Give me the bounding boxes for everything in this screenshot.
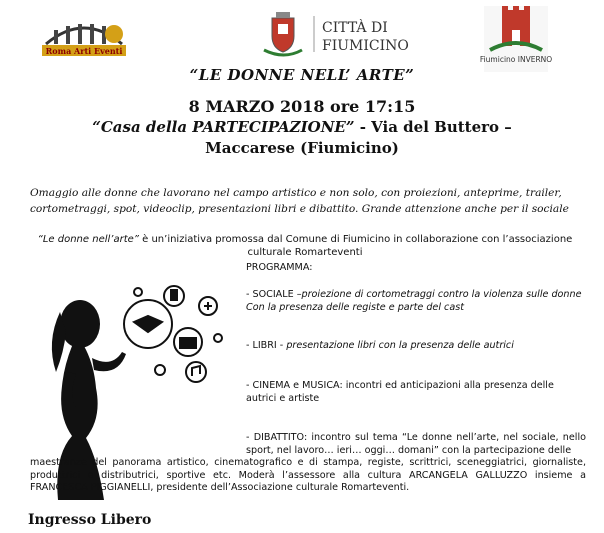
item-label: - SOCIALE – xyxy=(246,289,302,300)
pen-icon xyxy=(204,302,212,310)
free-entry-note: Ingresso Libero xyxy=(28,512,152,528)
venue-name: “Casa della PARTECIPAZIONE” xyxy=(92,118,355,136)
book-icon xyxy=(134,316,162,332)
fiumicino-city-logo xyxy=(258,10,418,58)
programma-item-sociale xyxy=(246,289,586,314)
dibattito-continuation: maestranze del panorama artistico, cinematografico e di stampa, registe, scrittrici, sceneggiatrici, giornaliste, produttrici e distributrici, sportive etc. Moderà l’assessore alla cultura ARCANGELA GALLUZZO insieme a FRANCESCA PIGGIANELLI, presidente dell’Associazione culturale Romarteventi. xyxy=(30,457,586,493)
programma-heading: PROGRAMMA: xyxy=(246,262,313,273)
music-icon xyxy=(192,366,200,376)
intro-paragraph: Omaggio alle donne che lavorano nel campo artistico e non solo, con proiezioni, anteprime, trailer, cortometraggi, spot, videoclip, presentazioni libri e dibattito. Grande attenzione anche per il sociale xyxy=(30,187,569,215)
romarteventi-logo xyxy=(40,14,128,58)
item-label: - LIBRI - xyxy=(246,340,287,351)
item-label: - DIBATTITO xyxy=(246,432,304,443)
city-logo-line1: CITTÀ DI xyxy=(322,20,388,36)
fiumicino-inverno-logo xyxy=(479,6,553,72)
city-logo-line2: FIUMICINO xyxy=(322,38,409,54)
item-detail: presentazione libri con la presenza delle autrici xyxy=(286,340,514,351)
event-title: “LE DONNE NELL’ ARTE” xyxy=(189,66,415,84)
event-town: Maccarese (Fiumicino) xyxy=(205,139,399,157)
initiative-text: è un’iniziativa promossa dal Comune di Fiumicino in collaborazione con l’associazione culturale Romarteventi xyxy=(138,234,573,258)
item-sub: Con la presenza delle registe e parte del cast xyxy=(246,301,464,313)
trophy-icon xyxy=(171,290,177,300)
item-detail: : incontri ed anticipazioni alla presenza delle autrici e artiste xyxy=(246,380,554,404)
initiative-paragraph xyxy=(30,233,580,259)
initiative-quote: “Le donne nell’arte” xyxy=(37,234,139,245)
item-detail: : incontro sul tema “Le donne nell’arte, nel sociale, nello sport, nel lavoro… ieri… oggi… domani” con la partecipazione delle xyxy=(246,432,586,456)
floating-media-icons xyxy=(124,286,222,382)
clapperboard-icon xyxy=(180,338,196,348)
romarteventi-logo-text: Roma Arti Eventi xyxy=(45,46,123,56)
programma-item-libri xyxy=(246,340,586,353)
event-datetime: 8 MARZO 2018 ore 17:15 xyxy=(188,97,416,116)
item-detail: proiezione di cortometraggi contro la violenza sulle donne xyxy=(301,289,582,300)
programma-item-cinema xyxy=(246,380,586,405)
item-label: - CINEMA e MUSICA xyxy=(246,380,340,391)
event-venue xyxy=(0,118,604,136)
inverno-logo-text: Fiumicino INVERNO xyxy=(479,55,553,64)
programma-item-dibattito xyxy=(246,432,586,457)
venue-street: - Via del Buttero – xyxy=(354,118,512,136)
